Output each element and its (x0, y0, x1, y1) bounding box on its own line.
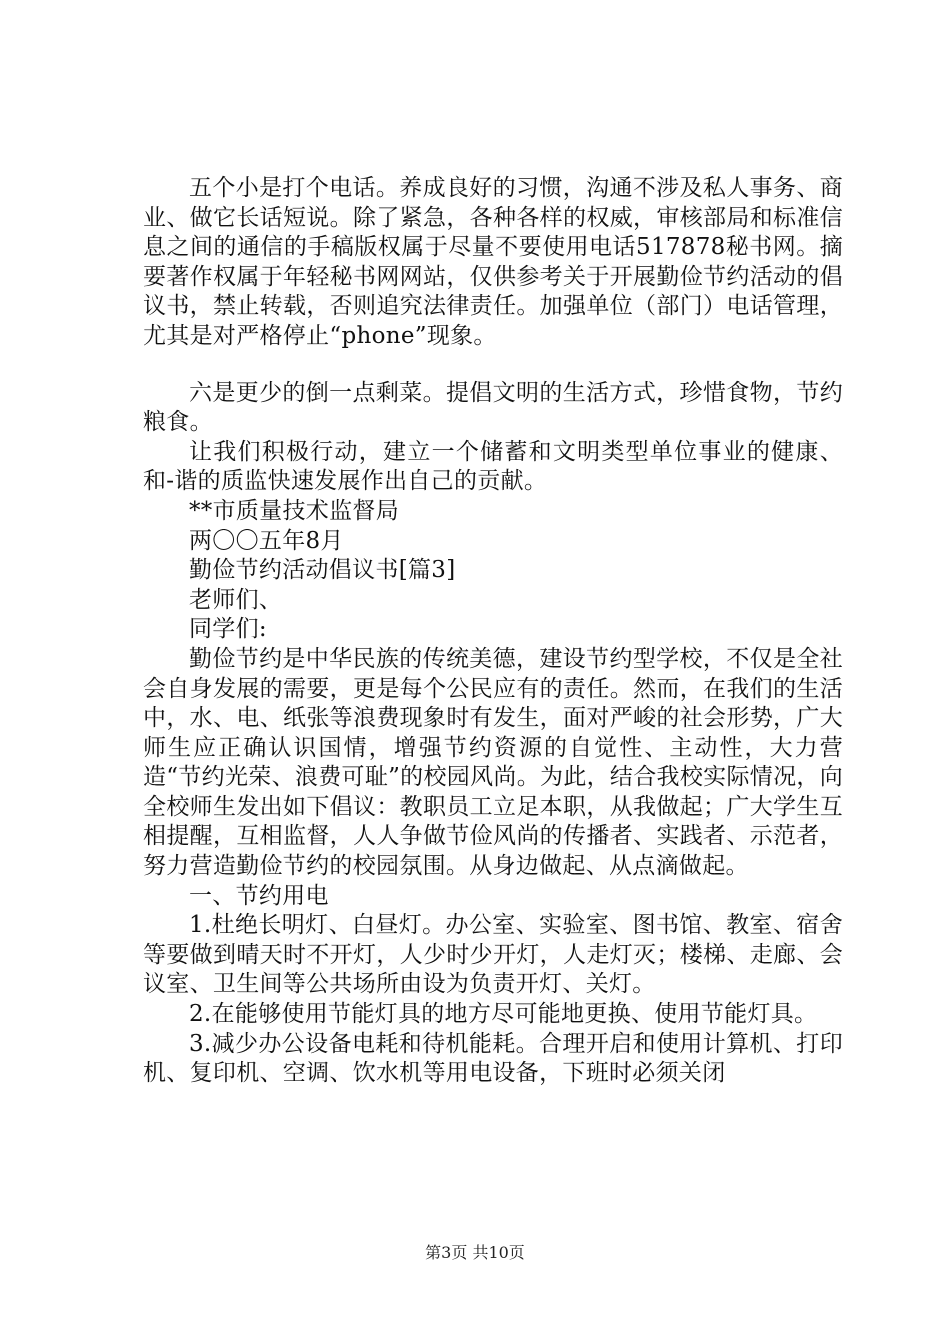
signature-date: 两〇〇五年8月 (189, 527, 344, 554)
heading-save-electricity: 一、节约用电 (189, 882, 329, 909)
section-title: 勤俭节约活动倡议书[篇3] (189, 557, 456, 584)
list-item: 3.减少办公设备电耗和待机能耗。合理开启和使用计算机、打印机、复印机、空调、饮水机等用电设备，下班时必须关闭 (143, 1030, 843, 1087)
list-item: 1.杜绝长明灯、白昼灯。办公室、实验室、图书馆、教室、宿舍等要做到晴天时不开灯，人少时少开灯，人走灯灭；楼梯、走廊、会议室、卫生间等公共场所由设为负责开灯、关灯。 (143, 912, 843, 998)
page-number-footer: 第3页 共10页 (425, 1243, 525, 1262)
list-item: 2.在能够使用节能灯具的地方尽可能地更换、使用节能灯具。 (189, 1001, 818, 1028)
salutation-teachers: 老师们、 (189, 586, 283, 613)
salutation-students: 同学们: (189, 616, 267, 643)
paragraph-call-to-action: 让我们积极行动，建立一个储蓄和文明类型单位事业的健康、和-谐的质监快速发展作出自己的贡献。 (143, 438, 843, 495)
paragraph-intro: 勤俭节约是中华民族的传统美德，建设节约型学校，不仅是全社会自身发展的需要，更是每个公民应有的责任。然而，在我们的生活中，水、电、纸张等浪费现象时有发生，面对严峻的社会形势，广大师生应正确认识国情，增强节约资源的自觉性、主动性，大力营造“节约光荣、浪费可耻”的校园风尚。为此，结合我校实际情况，向全校师生发出如下倡议：教职员工立足本职，从我做起；广大学生互相提醒，互相监督，人人争做节俭风尚的传播者、实践者、示范者，努力营造勤俭节约的校园氛围。从身边做起、从点滴做起。 (143, 645, 843, 880)
paragraph-leftovers: 六是更少的倒一点剩菜。提倡文明的生活方式，珍惜食物，节约粮食。 (143, 379, 843, 436)
document-body (143, 174, 843, 1089)
signature-organization: **市质量技术监督局 (189, 497, 399, 524)
paragraph-phone-usage: 五个小是打个电话。养成良好的习惯，沟通不涉及私人事务、商业、做它长话短说。除了紧急，各种各样的权威，审核部局和标准信息之间的通信的手稿版权属于尽量不要使用电话517878秘书网。摘要著作权属于年轻秘书网网站，仅供参考关于开展勤俭节约活动的倡议书，禁止转载，否则追究法律责任。加强单位（部门）电话管理，尤其是对严格停止“phone”现象。 (143, 175, 843, 349)
